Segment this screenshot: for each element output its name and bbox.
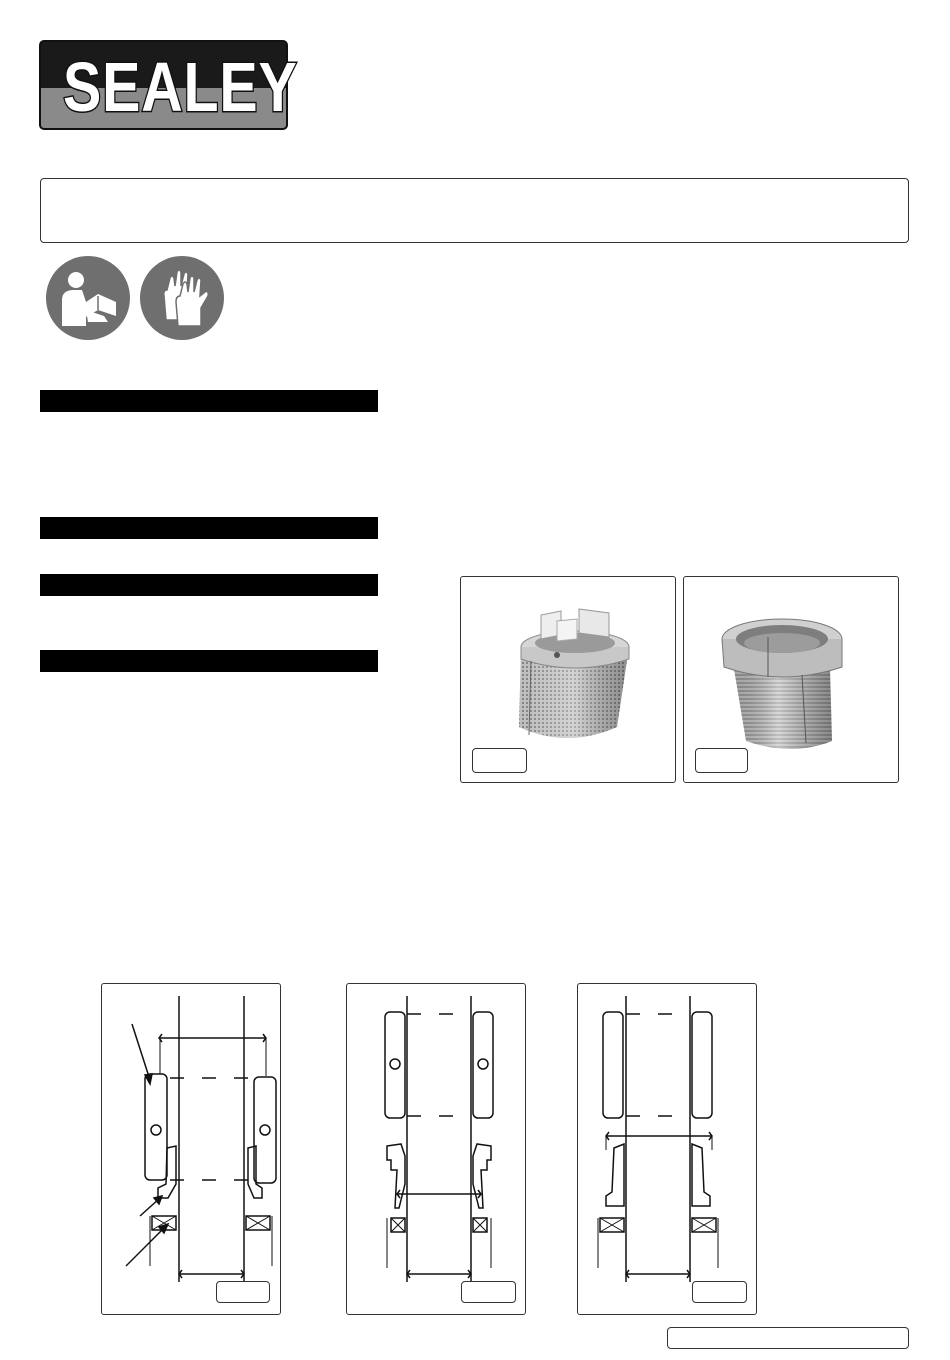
sealey-logo	[39, 40, 298, 130]
figure-tag-4	[461, 1281, 516, 1303]
section-bar-3	[40, 574, 378, 596]
figure-tag-1	[472, 748, 527, 773]
section-bar-4	[40, 650, 378, 672]
sleeve-tool-photo-2	[683, 576, 899, 783]
title-box	[40, 178, 909, 243]
figure-tag-3	[216, 1281, 270, 1303]
figure-tag-5	[692, 1281, 747, 1303]
section-bar-2	[40, 517, 378, 539]
procedure-diagram-1	[101, 983, 281, 1315]
wear-gloves-icon	[140, 256, 224, 340]
sleeve-tool-photo-1	[460, 576, 676, 783]
procedure-diagram-3	[577, 983, 757, 1315]
logo-text: SEALEY	[63, 48, 298, 126]
read-instructions-icon	[46, 256, 130, 340]
figure-tag-2	[695, 748, 748, 773]
footer-box	[667, 1327, 909, 1349]
procedure-diagram-2	[346, 983, 526, 1315]
section-bar-1	[40, 390, 378, 412]
